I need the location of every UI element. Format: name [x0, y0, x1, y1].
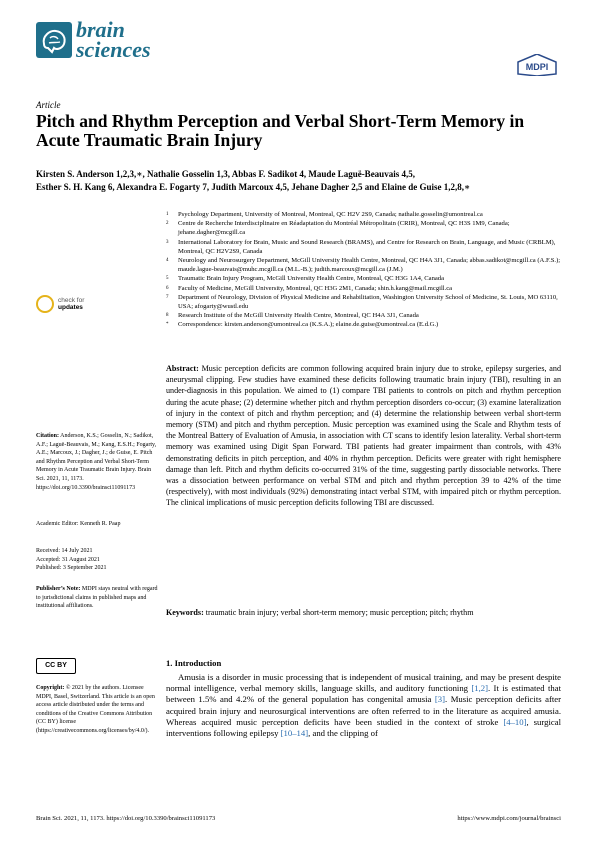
check-for-updates-button[interactable]: check for updates [36, 293, 116, 319]
journal-logo [36, 17, 166, 82]
journal-name-line2: sciences [76, 37, 151, 62]
journal-url-link[interactable]: https://www.mdpi.com/journal/brainsci [457, 815, 561, 822]
affiliation-item: 7 Department of Neurology, Division of Physical Medicine and Rehabilitation, Washington University School of Medicine, St. Louis, MO 63110, USA; afogarty@wustl.edu [166, 293, 558, 311]
dates-block: Received: 14 July 2021 Accepted: 31 August 2021 Published: 3 September 2021 [36, 548, 107, 572]
affiliation-item: 3 International Laboratory for Brain, Music and Sound Research (BRAMS), and Centre for Research on Brain, Language, and Music (CRBLM), Montreal, QC H2V2S9, Canada [166, 238, 556, 255]
citation-block: Citation: Anderson, K.S.; Gosselin, N.; Sadikot, A.F.; Laguë-Beauvais, M.; Kang, E.S.H.; Fogarty, A.E.; Marcoux, J.; Dagher, J.; de Guise, E. Pitch and Rhythm Perception and Verbal Short-Term Memory in Acute Traumatic Brain Injury. Brain Sci. 2021, 11, 1173. https://doi.org/10.3390/brainsci11091173 [36, 433, 157, 491]
brain-logo-icon [36, 22, 72, 58]
intro-paragraph: Amusia is a disorder in music processing that is independent of musical training, and may be present despite normal intelligence, verbal memory skills, language skills, and auditory functioning [1,2]. It is estimated that between 1.5% and 4.2% of the general population has congenital amusia [3]. Music perception deficits after acquired brain injury and neurosurgical interventions are often referred to in the literature as acquired amusia. Whereas acquired music perception deficits have been studied in the context of stroke [4–10], surgical interventions following epilepsy [10–14], and the clipping of [166, 672, 562, 739]
academic-editor: Academic Editor: Kenneth R. Paap [36, 521, 121, 527]
svg-text:MDPI: MDPI [525, 62, 549, 72]
citation-link[interactable]: [4–10] [503, 716, 527, 727]
affiliation-item: 6 Faculty of Medicine, McGill University, Montreal, QC H3G 2M1, Canada; shin.h.kang@mail.mcgill.ca [166, 284, 453, 292]
affiliation-item: 4 Neurology and Neurosurgery Department, McGill University Health Centre, Montreal, QC H4A 3J1, Canada; abbas.sadikot@mcgill.ca (A.F.S.); maude.lague-beauvais@muhc.mcgill.ca (M.L.-B.); judith.marcoux@mcgill.ca (J.M.) [166, 257, 561, 274]
affiliation-item: 8 Research Institute of the McGill University Health Centre, Montreal, QC H4A 3J1, Canada [166, 312, 419, 320]
footer-citation: Brain Sci. 2021, 11, 1173. https://doi.org/10.3390/brainsci11091173 [36, 815, 216, 822]
affiliation-item: 2 Centre de Recherche Interdisciplinaire en Réadaptation du Montréal Métropolitain (CRIR), Montreal, QC H3S 1M9, Canada; jehane.dagher@mcgill.ca [166, 220, 510, 237]
affiliations [166, 210, 561, 330]
mdpi-logo [516, 54, 558, 76]
abstract-label: Abstract: [166, 364, 199, 373]
check-updates-icon [36, 295, 54, 313]
citation-link[interactable]: [1,2] [471, 683, 489, 694]
section-heading: 1. Introduction [166, 658, 222, 668]
abstract [166, 363, 561, 509]
authors-line2: Esther S. H. Kang 6, Alexandra E. Fogarty 7, Judith Marcoux 4,5, Jehane Dagher 2,5 and Elaine de Guise 1,2,8,∗ [36, 182, 471, 192]
page-footer [36, 815, 561, 822]
affiliation-item: 5 Traumatic Brain Injury Program, McGill University Health Centre, Montreal, QC H3G 1A4, Canada [166, 275, 445, 283]
publisher-note: Publisher’s Note: MDPI stays neutral with regard to jurisdictional claims in published maps and institutional affiliations. [36, 586, 158, 610]
page-title: Pitch and Rhythm Perception and Verbal Short-Term Memory in Acute Traumatic Brain Injury [36, 111, 525, 150]
journal-name-line1: brain [76, 17, 125, 42]
citation-link[interactable]: [3] [434, 694, 446, 705]
affiliation-item: 1 Psychology Department, University of Montreal, Montreal, QC H2V 2S9, Canada; nathalie.gosselin@umontreal.ca [166, 211, 483, 218]
author-list [36, 168, 561, 194]
article-type: Article [36, 100, 61, 110]
cc-by-license-badge[interactable]: CC BY [36, 658, 76, 674]
abstract-text: Music perception deficits are common following acquired brain injury due to stroke, epilepsy surgeries, and aneurysmal clipping. Few studies have examined these deficits following traumatic brain injury (TBI), resulting in an under-diagnosis in this population. We aimed to (1) compare TBI patients to controls on pitch and rhythm perception during the acute phase; (2) determine whether pitch and rhythm perception disorders co-occur; (3) examine lateralization of injury in the context of pitch and rhythm perception; and (4) determine the relationship between verbal short-term memory (STM) and pitch and rhythm perception. Music perception was examined using the Scale and Rhythm tests of the Montreal Battery of Evaluation of Amusia, in association with CT scans to identify lesion laterality. Verbal short-term memory was examined using Digit Span Forward. TBI patients had greater impairment than controls, with 43% demonstrating deficits in pitch perception, and 40% in rhythm perception. Deficits were greater with right hemisphere damage than left. Pitch and rhythm deficits co-occurred 31% of the time, suggesting partly dissociable networks. There was a dissociation between performance on verbal STM and pitch and rhythm perception 39 to 42% of the time (respectively), with most individuals (92%) demonstrating intact verbal STM, with impaired pitch or rhythm perception. The clinical implications of music perception deficits following TBI are discussed. [166, 364, 561, 508]
authors-line1: Kirsten S. Anderson 1,2,3,∗, Nathalie Gosselin 1,3, Abbas F. Sadikot 4, Maude Laguë-Beauvais 4,5, [36, 169, 415, 179]
citation-link[interactable]: [10–14] [280, 728, 309, 739]
correspondence: * Correspondence: kirsten.anderson@umontreal.ca (K.S.A.); elaine.de.guise@umontreal.ca (E.d.G.) [166, 321, 439, 329]
keywords: Keywords: traumatic brain injury; verbal short-term memory; music perception; pitch; rhythm [166, 608, 474, 617]
copyright-block: Copyright: © 2021 by the authors. Licensee MDPI, Basel, Switzerland. This article is an open access article distributed under the terms and conditions of the Creative Commons Attribution (CC BY) license (https://creativecommons.org/licenses/by/4.0/). [36, 685, 155, 734]
